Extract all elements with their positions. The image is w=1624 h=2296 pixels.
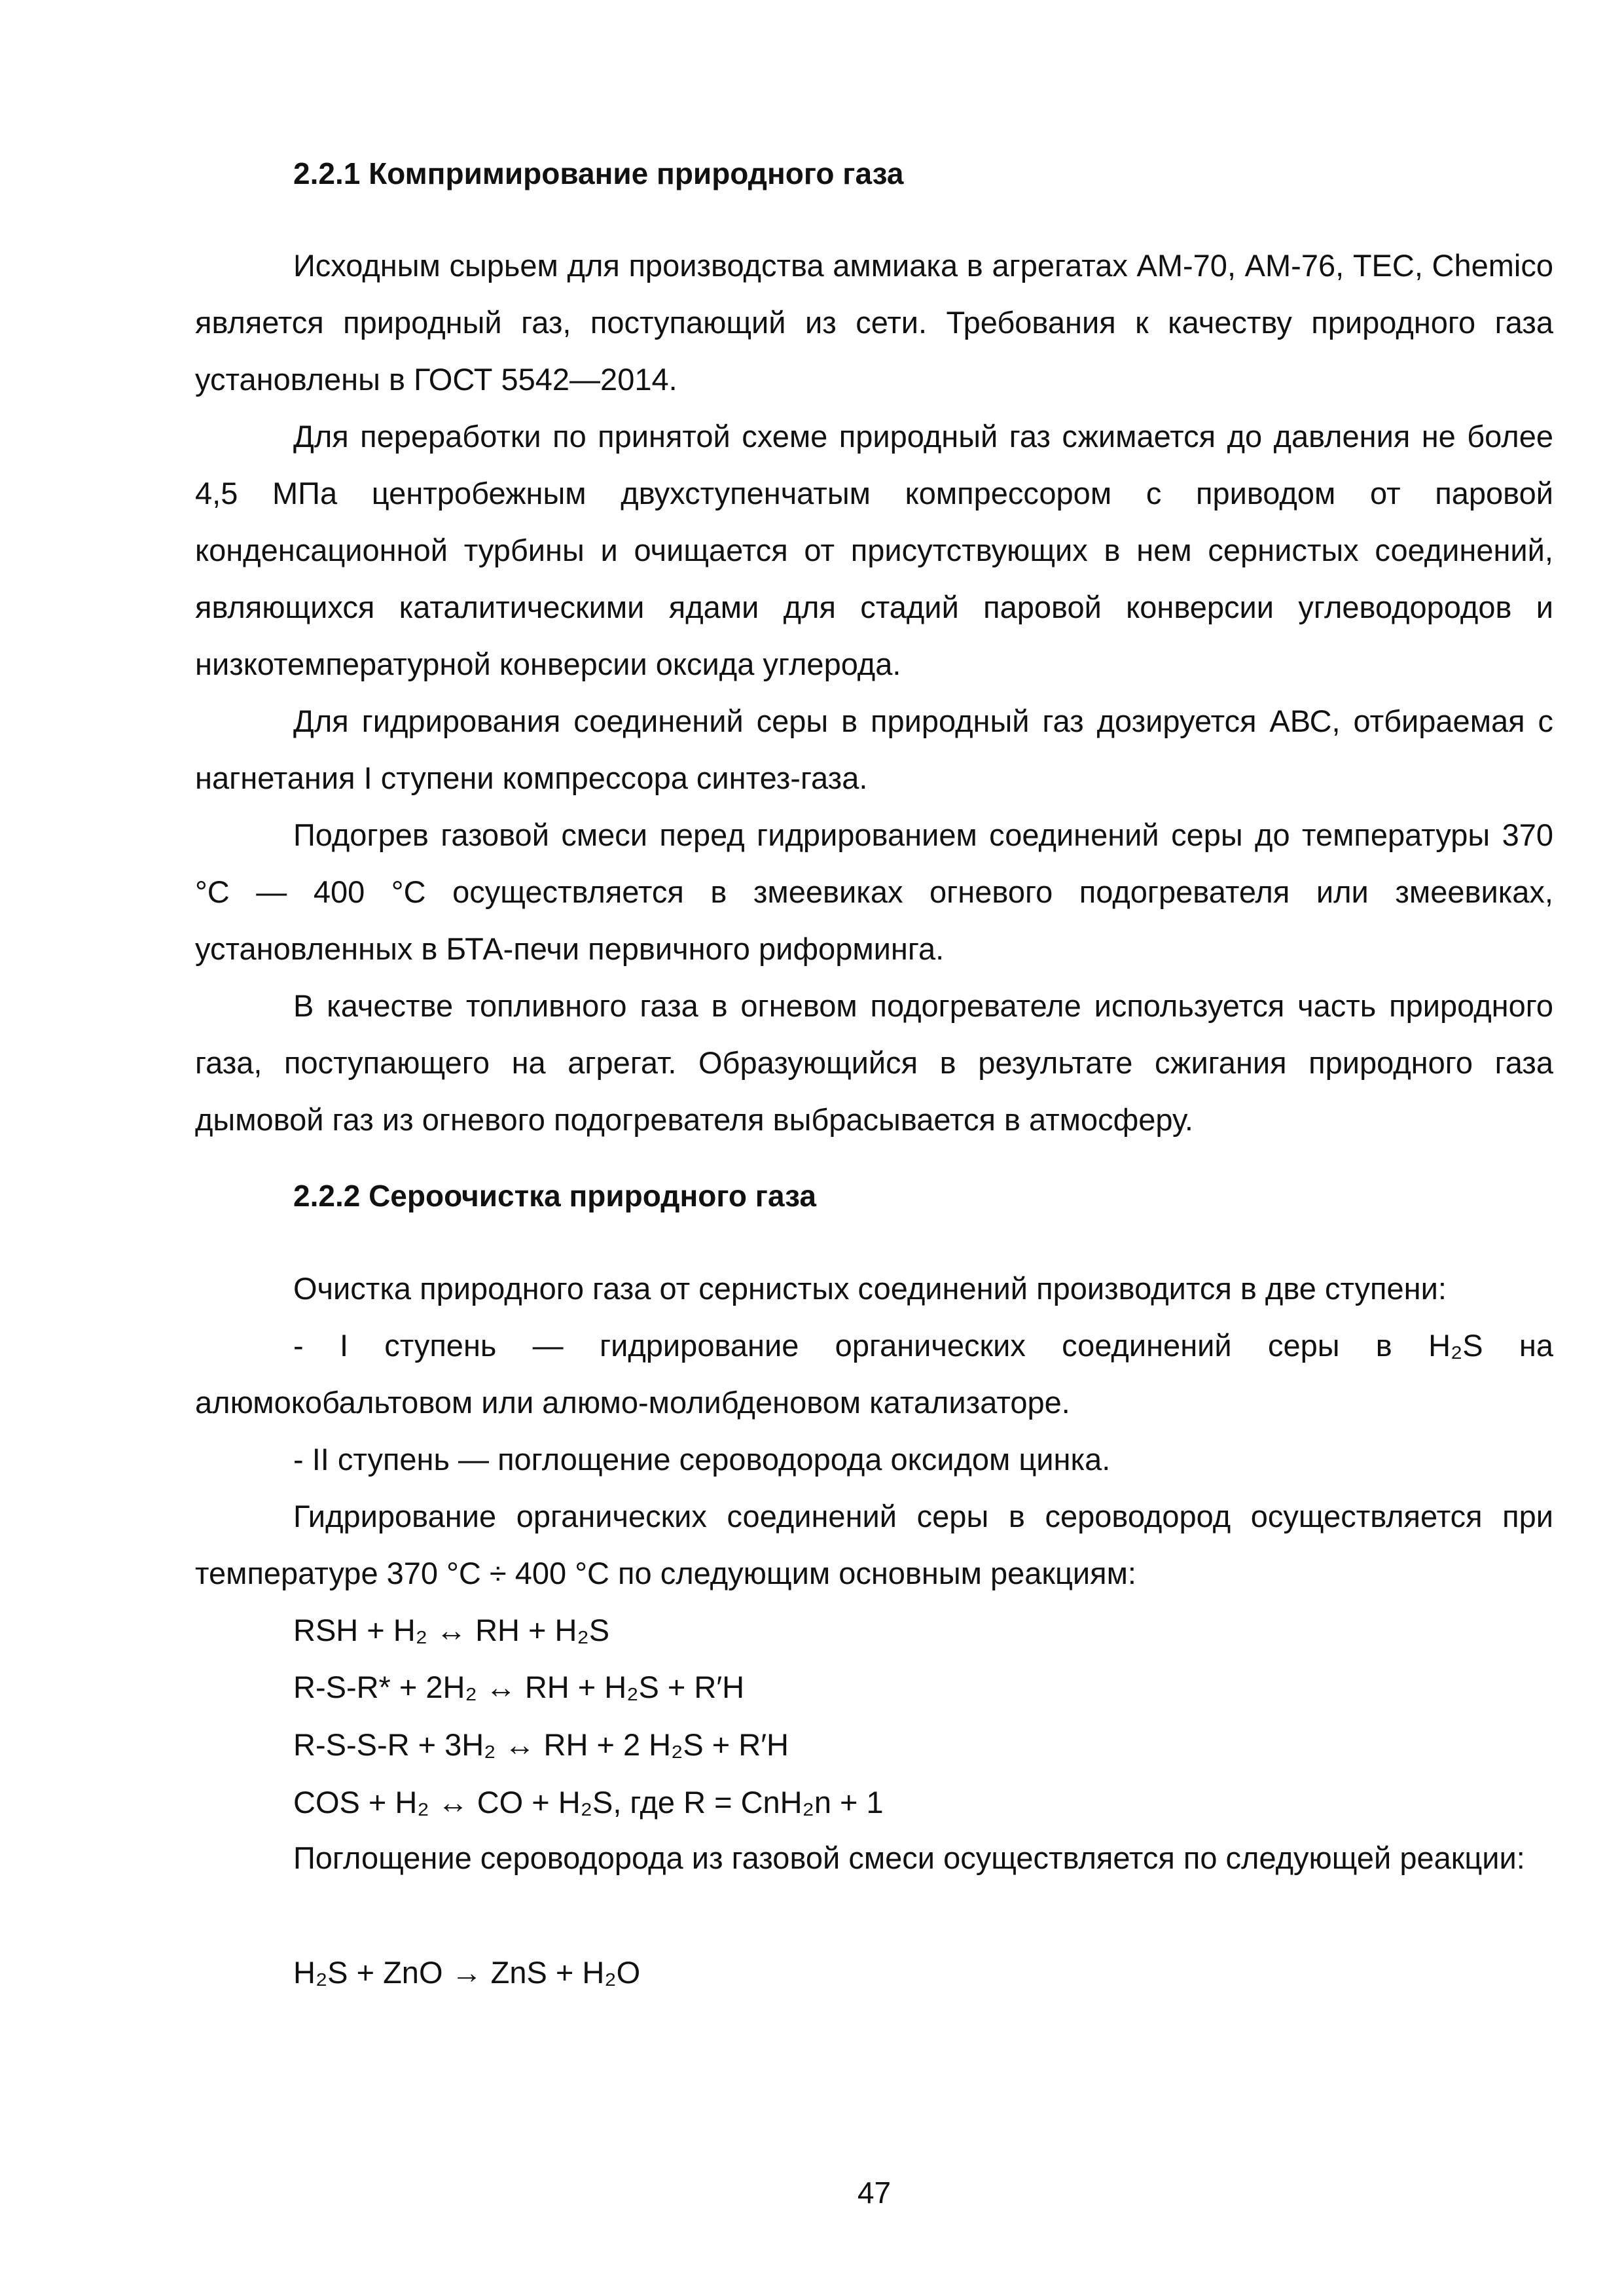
reaction-zno: H₂S + ZnO → ZnS + H₂O	[293, 1955, 641, 1990]
reaction-r-s-s-r: R-S-S-R + 3H₂ ↔ RH + 2 H₂S + R′H	[293, 1727, 789, 1762]
paragraph-raw-material: Исходным сырьем для производства аммиака в агрегатах АМ-70, АМ-76, ТЕС, Chemico является природный газ, поступающий из сети. Требования к качеству природного газа установлены в ГОСТ 5542—2014.	[195, 248, 1553, 397]
section-heading-2-2-2: 2.2.2 Сероочистка природного газа	[293, 1179, 816, 1213]
paragraph-stage-one: - I ступень — гидрирование органических соединений серы в H₂S на алюмокобальтовом или алюмо-молибденовом катализаторе.	[195, 1328, 1553, 1420]
document-page	[195, 0, 1553, 2296]
paragraph-preheating: Подогрев газовой смеси перед гидрированием соединений серы до температуры 370 °С — 400 °С осуществляется в змеевиках огневого подогревателя или змеевиках, установленных в БТА-печи первичного риформинга.	[195, 817, 1553, 966]
reaction-cos: COS + H₂ ↔ CO + H₂S, где R = CnH₂n + 1	[293, 1785, 884, 1820]
paragraph-compression: Для переработки по принятой схеме природный газ сжимается до давления не более 4,5 МПа центробежным двухступенчатым компрессором с приводом от паровой конденсационной турбины и очищается от присутствующих в нем сернистых соединений, являющихся каталитическими ядами для стадий паровой конверсии углеводородов и низкотемпературной конверсии оксида углерода.	[195, 419, 1553, 681]
paragraph-hydrogenation-dosing: Для гидрирования соединений серы в природный газ дозируется АВС, отбираемая с нагнетания I ступени компрессора синтез-газа.	[195, 704, 1553, 795]
reaction-r-s-r: R-S-R* + 2H₂ ↔ RH + H₂S + R′H	[293, 1670, 745, 1704]
paragraph-fuel-gas: В качестве топливного газа в огневом подогревателе используется часть природного газа, поступающего на агрегат. Образующийся в результате сжигания природного газа дымовой газ из огневого подогревателя выбрасывается в атмосферу.	[195, 988, 1553, 1137]
paragraph-absorption: Поглощение сероводорода из газовой смеси осуществляется по следующей реакции:	[293, 1840, 1525, 1875]
reaction-rsh: RSH + H₂ ↔ RH + H₂S	[293, 1613, 610, 1647]
paragraph-hydrogenation-reactions: Гидрирование органических соединений серы в сероводород осуществляется при температуре 370 °С ÷ 400 °С по следующим основным реакциям:	[195, 1499, 1553, 1590]
paragraph-stage-two: - II ступень — поглощение сероводорода оксидом цинка.	[293, 1442, 1111, 1477]
section-heading-2-2-1: 2.2.1 Компримирование природного газа	[293, 156, 904, 190]
page-number: 47	[857, 2176, 892, 2210]
paragraph-two-stages: Очистка природного газа от сернистых соединений производится в две ступени:	[293, 1271, 1447, 1306]
